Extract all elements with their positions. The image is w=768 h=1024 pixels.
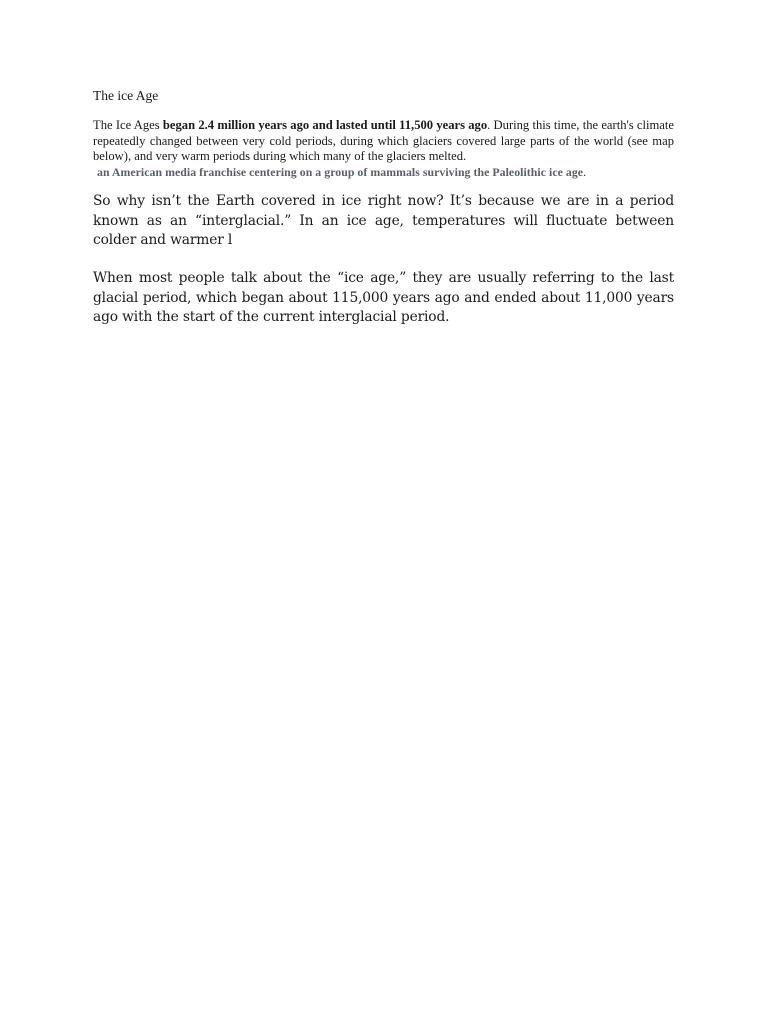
- paragraph-interglacial: So why isn’t the Earth covered in ice right now? It’s because we are in a period known as an “interglacial.” In an ice age, temperatures will fluctuate between colder and warmer l: [93, 193, 674, 248]
- paragraph-last-glacial: When most people talk about the “ice age,” they are usually referring to the last glacial period, which began about 115,000 years ago and ended about 11,000 years ago with the start of the current interglacial period.: [93, 270, 674, 325]
- intro-bold: began 2.4 million years ago and lasted until 11,500 years ago: [162, 118, 488, 132]
- franchise-text: an American media franchise centering on a group of mammals surviving the Paleolithic ice age: [97, 164, 584, 179]
- document-title: The ice Age: [93, 88, 159, 103]
- franchise-note: [93, 165, 674, 181]
- franchise-end: .: [583, 164, 587, 179]
- intro-paragraph: [93, 118, 674, 180]
- intro-lead: The Ice Ages: [93, 118, 163, 132]
- intro-rest: . During this time, the earth's climate repeatedly changed between very cold periods, during which glaciers covered large parts of the world (see map below), and very warm periods during which many of the glaciers melted.: [93, 118, 674, 163]
